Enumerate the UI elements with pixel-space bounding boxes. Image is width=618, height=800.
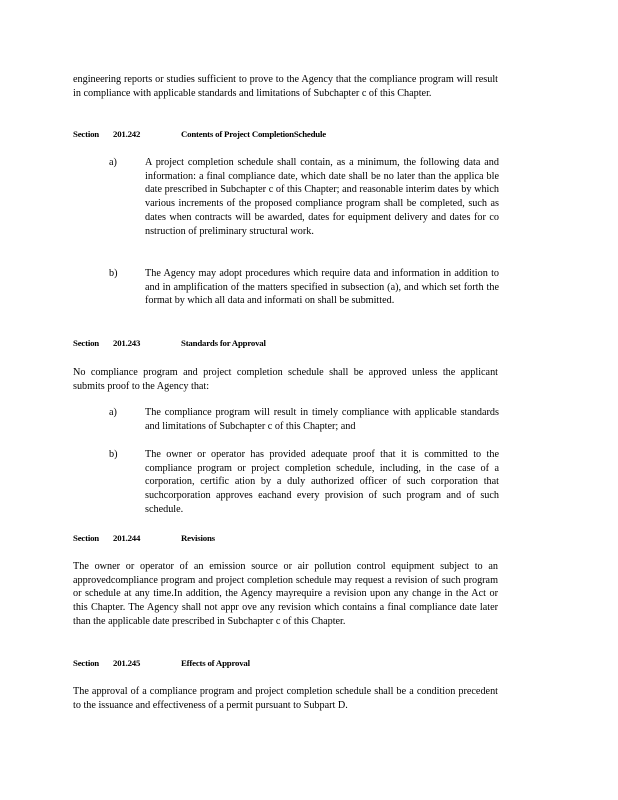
section-title: Standards for Approval (181, 338, 266, 348)
section-heading-201-245 (73, 658, 503, 670)
section-title: Revisions (181, 533, 215, 543)
section-paragraph: No compliance program and project completion schedule shall be approved unless the applicant submits proof to the Agency that: (73, 367, 498, 392)
section-word: Section (73, 338, 99, 348)
section-paragraph: The owner or operator of an emission source or air pollution control equipment subject to an approvedcompliance program and project completion schedule may request a revision of such program or schedule at any time.In addition, the Agency mayrequire a revision upon any change in the Act or this Chapter. The Agency shall not appr ove any revision which contains a final compliance date later than the applicable date prescribed in Subchapter c of this Chapter. (73, 561, 498, 627)
section-title: Effects of Approval (181, 658, 250, 668)
item-label: a) (109, 157, 117, 168)
section-paragraph: The approval of a compliance program and project completion schedule shall be a condition precedent to the issuance and effectiveness of a permit pursuant to Subpart D. (73, 686, 498, 711)
item-label: a) (109, 407, 117, 418)
item-text: The compliance program will result in timely compliance with applicable standards and limitations of Subchapter c of this Chapter; and (145, 407, 499, 432)
section-number: 201.245 (113, 658, 141, 668)
section-word: Section (73, 129, 99, 139)
section-number: 201.242 (113, 129, 141, 139)
item-label: b) (109, 268, 118, 279)
section-heading-201-244 (73, 533, 503, 545)
section-number: 201.243 (113, 338, 141, 348)
section-number: 201.244 (113, 533, 141, 543)
section-title: Contents of Project CompletionSchedule (181, 129, 326, 139)
item-text: The owner or operator has provided adequate proof that it is committed to the compliance program or project completion schedule, including, in the case of a corporation, certific ation by a duly authorized officer of such corporation that suchcorporation approves eachand every provision of such program and of such schedule. (145, 449, 499, 515)
section-heading-201-243 (73, 338, 503, 350)
item-text: A project completion schedule shall contain, as a minimum, the following data and information: a final compliance date, which date shall be no later than the applica ble date prescribed in Subchapter c of this Chapter; and reasonable interim dates by which various increments of the proposed compliance program shall be completed, such as dates when contracts will be awarded, dates for equipment delivery and dates for co nstruction of preliminary structural work. (145, 157, 499, 237)
section-heading-201-242 (73, 129, 503, 141)
section-word: Section (73, 658, 99, 668)
item-label: b) (109, 449, 118, 460)
section-word: Section (73, 533, 99, 543)
item-text: The Agency may adopt procedures which require data and information in addition to and in amplification of the matters specified in subsection (a), and which set forth the format by which all data and informati on shall be submitted. (145, 268, 499, 307)
lead-paragraph: engineering reports or studies sufficient to prove to the Agency that the compliance program will result in compliance with applicable standards and limitations of Subchapter c of this Chapter. (73, 74, 498, 99)
